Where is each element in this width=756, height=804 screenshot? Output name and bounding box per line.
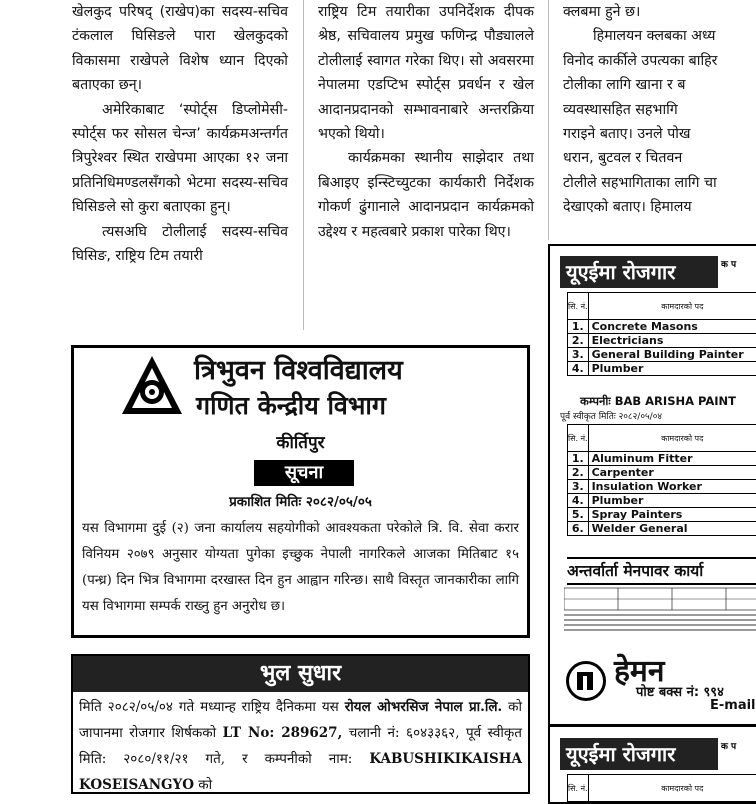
job-table-2 [567,424,756,536]
correction-text: को [194,777,212,793]
agency-logo-mark [569,664,603,698]
job-title: Aluminum Fitter [588,452,756,466]
table-header-sn: सि. नं. [568,775,589,802]
correction-heading: भुल सुधार [73,656,528,692]
table-row [568,334,756,348]
row-number: 1. [568,452,589,466]
job-table-1 [567,292,756,376]
notice-place: कीर्तिपुर [74,430,527,453]
correction-company: रोयल ओभरसिज नेपाल प्रा.लि. [345,699,503,715]
correction-notice [71,654,530,794]
table-row [568,508,756,522]
article-line: क्लबमा हुने छ। [563,0,756,24]
row-number: 2. [568,466,589,480]
notice-title: त्रिभुवन विश्वविद्यालय [194,350,403,387]
article-column-3 [563,0,756,220]
row-number: 4. [568,494,589,508]
table-row [568,348,756,362]
article-line: टोलीका लागि खाना र ब [563,73,756,97]
ad-side-text: क प [718,256,756,288]
article-column-2 [318,0,534,244]
article-line: हिमालयन क्लबका अध्य [563,24,756,48]
table-header-sn: सि. नं. [568,425,589,452]
ad-heading-2 [560,738,756,770]
company-approval-date: पूर्व स्वीकृत मितिः २०८२/०५/०४ [560,409,662,422]
ad-heading [560,256,756,288]
column-divider [548,0,549,240]
job-title: Electricians [588,334,756,348]
article-line: धरान, बुटवल र चितवन [563,146,756,170]
table-row [568,494,756,508]
job-title: Welder General [588,522,756,536]
company-name: कम्पनीः BAB ARISHA PAINT [580,394,736,409]
correction-text: मिति २०८२/०५/०४ गते मध्यान्ह राष्ट्रिय दैनिकमा यस [79,699,345,715]
agency-po-box: पोष्ट बक्स नं: ९९४ [636,682,724,700]
table-row [568,320,756,334]
article-paragraph: अमेरिकाबाट ‘स्पोर्ट्स डिप्लोमेसी-स्पोर्ट्स फर सोसल चेन्ज’ कार्यक्रमअन्तर्गत त्रिपुरेश्वर स्थित राखेपमा आएका १२ जना प्रतिनिधिमण्डलसँगको भेटमा सदस्य-सचिव घिसिङले सो कुरा बताएका हुन्। [72,98,288,220]
university-emblem-icon [120,354,184,418]
notice-subtitle: गणित केन्द्रीय विभाग [196,388,386,422]
job-title: Carpenter [588,466,756,480]
correction-company-name: KABUSHIKIKAISHA KOSEISANGYO [79,751,522,793]
notice-badge: सूचना [254,460,354,486]
job-title: Plumber [588,362,756,376]
table-header-post: कामदारको पद [588,775,756,802]
ad-side-text: क प [718,738,756,770]
article-line: गराइने बताए। उनले पोख [563,122,756,146]
table-row [568,362,756,376]
article-line: देखाएको बताए। हिमालय [563,195,756,219]
ad-heading-text: यूएईमा रोजगार [566,742,675,766]
table-row [568,480,756,494]
article-line: विनोद कार्कीले उपत्यका बाहिर [563,49,756,73]
row-number: 2. [568,334,589,348]
fine-print-block [564,586,756,646]
article-column-1 [72,0,288,268]
article-paragraph: त्यसअघि टोलीलाई सदस्य-सचिव घिसिङ, राष्ट्रिय टिम तयारी [72,220,288,269]
agency-logo-icon [566,661,606,701]
table-header-post: कामदारको पद [588,425,756,452]
job-advertisement [548,244,756,804]
column-divider [303,0,304,330]
ad-divider [550,724,756,727]
article-paragraph: राष्ट्रिय टिम तयारीका उपनिर्देशक दीपक श्रेष्ठ, सचिवालय प्रमुख फणिन्द्र पौड्यालले टोलीलाई स्वागत गरेका थिए। सो अवसरमा नेपालमा एडप्टिभ स्पोर्ट्स प्रवर्धन र खेल आदानप्रदानको सम्भावनाबारे अन्तरक्रिया भएको थियो। [318,0,534,146]
table-row [568,466,756,480]
job-title: Plumber [588,494,756,508]
article-line: टोलीले सहभागिताका लागि चा [563,171,756,195]
notice-date: प्रकाशित मितिः २०८२/०५/०५ [74,492,527,510]
row-number: 3. [568,348,589,362]
row-number: 5. [568,508,589,522]
article-line: व्यवस्थासहित सहभागि [563,98,756,122]
table-row [568,452,756,466]
table-row [568,522,756,536]
row-number: 6. [568,522,589,536]
article-paragraph: खेलकुद परिषद् (राखेप)का सदस्य-सचिव टंकलाल घिसिङले पारा खेलकुदको विकासमा राखेपले विशेष ध्यान दिएको बताएका छन्। [72,0,288,98]
university-notice [71,345,530,638]
interview-heading: अन्तर्वार्ता मेनपावर कार्या [567,557,756,585]
job-table-3 [567,774,756,802]
row-number: 3. [568,480,589,494]
correction-text: चलानी नं: ६०४३३६२, पूर्व स्वीकृत मिति: २०८०/११/२१ गते, र कम्पनीको नाम: [79,725,522,767]
table-header-sn: सि. नं. [568,293,589,320]
job-title: Concrete Masons [588,320,756,334]
agency-brand: हेमन [614,649,665,690]
article-paragraph: कार्यक्रमका स्थानीय साझेदार तथा बिआइए इन्स्टिच्युटका कार्यकारी निर्देशक गोकर्ण ढुंगानाले आदानप्रदान कार्यक्रमको उद्देश्य र महत्वबारे प्रकाश पारेका थिए। [318,146,534,244]
job-title: General Building Painter [588,348,756,362]
row-number: 4. [568,362,589,376]
correction-body [73,692,528,794]
notice-body: यस विभागमा दुई (२) जना कार्यालय सहयोगीको आवश्यकता परेकोले त्रि. वि. सेवा करार विनियम २०७९ अनुसार योग्यता पुगेका इच्छुक नेपाली नागरिकले आजका मितिबाट १५ (पन्ध्र) दिन भित्र विभागमा दरखास्त दिन हुन आह्वान गरिन्छ। साथै विस्तृत जानकारीका लागि यस विभागमा सम्पर्क राख्नु हुन अनुरोध छ। [82,516,519,620]
table-header-post: कामदारको पद [588,293,756,320]
agency-email-label: E-mail [710,698,756,713]
correction-text: को जापानमा रोजगार शिर्षकको [79,699,522,741]
correction-lt-number: LT No: 289627, [223,725,343,741]
job-title: Spray Painters [588,508,756,522]
row-number: 1. [568,320,589,334]
ad-heading-text: यूएईमा रोजगार [566,260,675,284]
job-title: Insulation Worker [588,480,756,494]
